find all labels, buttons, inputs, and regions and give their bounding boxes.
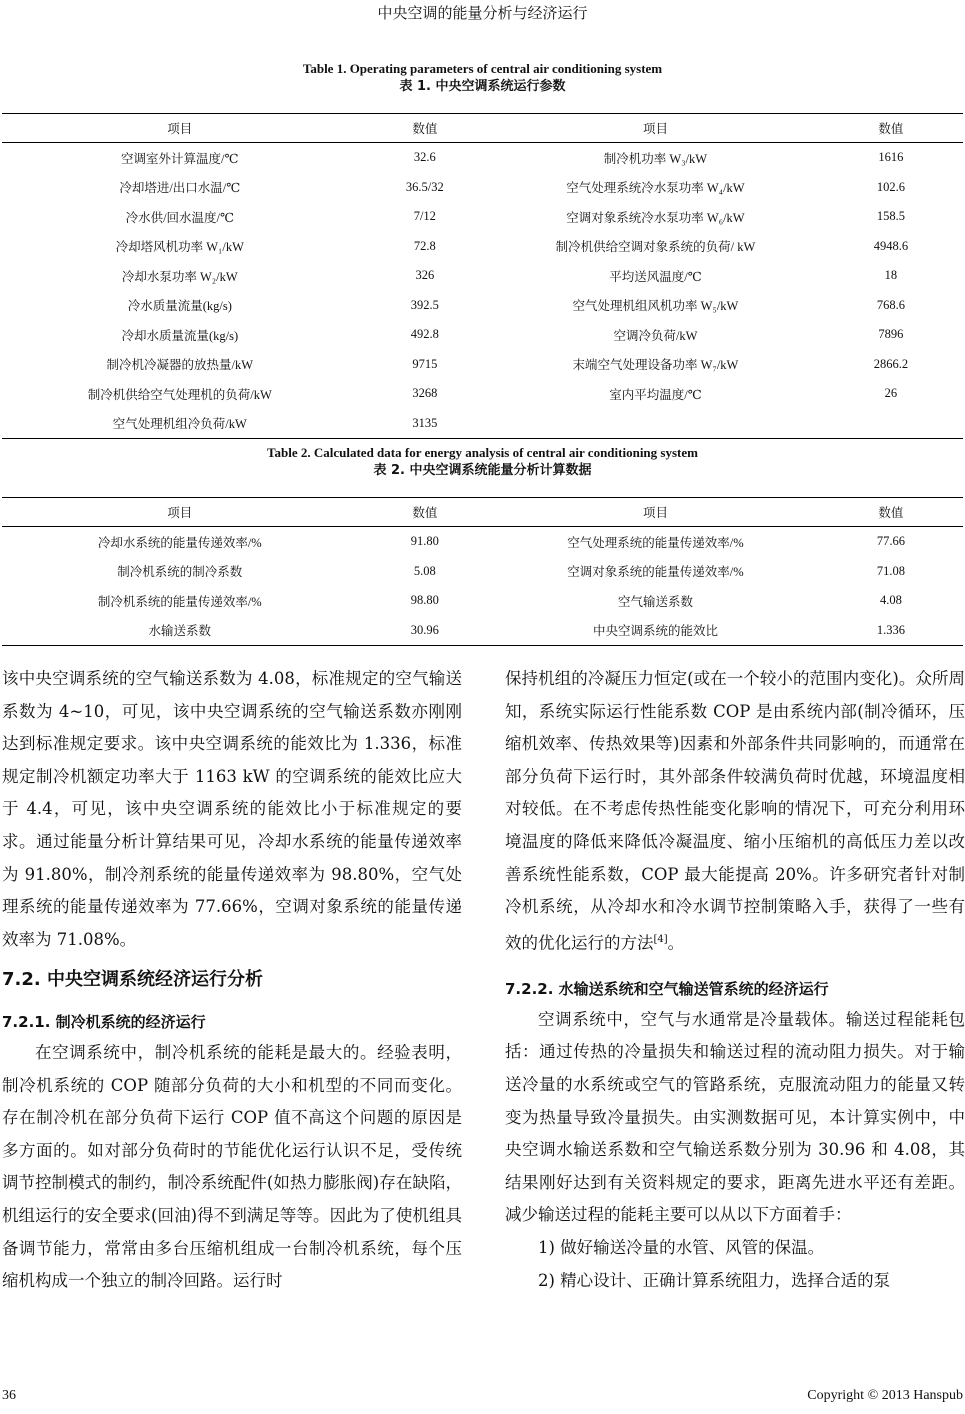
subsection-heading: 7.2.1. 制冷机系统的经济运行 — [2, 1012, 206, 1031]
table-row — [2, 173, 963, 203]
table-row — [2, 232, 963, 262]
table-cell: 158.5 — [876, 209, 905, 224]
column-header: 项目 — [492, 114, 819, 143]
table-cell: 9715 — [412, 356, 438, 371]
table-cell: 空气处理系统冷水泵功率 W₄/kW — [566, 181, 745, 196]
table-cell: 2866.2 — [873, 356, 909, 371]
table-cell: 冷却塔进/出口水温/℃ — [119, 181, 241, 196]
left-column — [2, 663, 462, 1298]
table1-caption — [0, 60, 965, 96]
table2-caption — [0, 444, 965, 480]
table-row — [2, 409, 963, 439]
table-cell: 26 — [884, 386, 898, 401]
table-cell: 制冷机系统的能量传递效率/% — [97, 594, 262, 609]
table-cell: 71.08 — [876, 563, 905, 578]
table-header-row — [2, 114, 963, 143]
table-cell: 冷却水系统的能量传递效率/% — [97, 535, 262, 550]
table-cell: 3135 — [358, 409, 493, 439]
table-cell: 77.66 — [876, 534, 905, 549]
table-cell: 制冷机功率 W₃/kW — [603, 151, 708, 166]
table-cell: 392.5 — [410, 297, 439, 312]
table-cell: 空气处理机组风机功率 W₅/kW — [572, 299, 739, 314]
column-header: 项目 — [2, 498, 358, 527]
table-cell: 冷水质量流量(kg/s) — [127, 299, 232, 314]
paragraph-text: 。 — [667, 933, 685, 953]
table2-caption-en: Table 2. Calculated data for energy analysis of central air conditioning system — [267, 445, 698, 460]
column-header: 项目 — [2, 114, 358, 143]
subsection-heading: 7.2.2. 水输送系统和空气输送管系统的经济运行 — [505, 979, 829, 998]
section-heading: 7.2. 中央空调系统经济运行分析 — [2, 969, 263, 991]
table-row — [2, 557, 963, 587]
table-cell: 1.336 — [819, 616, 963, 646]
table-cell: 98.80 — [410, 593, 439, 608]
paragraph: 空调系统中，空气与水通常是冷量载体。输送过程能耗包括：通过传热的冷量损失和输送过程的流动阻力损失。对于输送冷量的水系统或空气的管路系统，克服流动阻力的能量又转变为热量导致冷量损失。由实测数据可见，本计算实例中，中央空调水输送系数和空气输送系数分别为 30.96 和 4.08，其结果刚好达到有关资料规定的要求，距离先进水平还有差距。减少输送过程的能耗主要可以从以下方面着手： — [505, 1009, 965, 1225]
column-header: 数值 — [819, 498, 963, 527]
table-cell: 32.6 — [413, 150, 436, 165]
table-cell: 室内平均温度/℃ — [609, 387, 702, 402]
paragraph: 该中央空调系统的空气输送系数为 4.08，标准规定的空气输送系数为 4~10，可见，该中央空调系统的空气输送系数亦刚刚达到标准规定要求。该中央空调系统的能效比为 1.336，标准规定制冷机额定功率大于 1163 kW 的空调系统的能效比应大于 4.4，可见，该中央空调系统的能效比小于标准规定的要求。通过能量分析计算结果可见，冷却水系统的能量传递效率为 91.80%，制冷剂系统的能量传递效率为 98.80%，空气处理系统的能量传递效率为 77.66%，空调对象系统的能量传递效率为 71.08%。 — [2, 669, 462, 949]
table-cell — [819, 409, 963, 439]
table-cell: 制冷机系统的制冷系数 — [117, 565, 243, 580]
table-cell: 空气输送系数 — [617, 594, 693, 609]
table-cell: 冷却水质量流量(kg/s) — [121, 328, 239, 343]
table-cell: 18 — [884, 268, 898, 283]
column-header: 数值 — [358, 498, 493, 527]
table-row — [2, 320, 963, 350]
table1-caption-zh: 表 1. 中央空调系统运行参数 — [399, 79, 566, 94]
table-cell: 7/12 — [413, 209, 436, 224]
table-cell: 4948.6 — [873, 238, 909, 253]
table-row — [2, 350, 963, 380]
paragraph: 在空调系统中，制冷机系统的能耗是最大的。经验表明，制冷机系统的 COP 随部分负荷的大小和机型的不同而变化。存在制冷机在部分负荷下运行 COP 值不高这个问题的原因是多方面的。如对部分负荷时的节能优化运行认识不足，受传统调节控制模式的制约，制冷系统配件(如热力膨胀阀)存在缺陷，机组运行的安全要求(回油)得不到满足等等。因此为了使机组具备调节能力，常常由多台压缩机组成一台制冷机系统，每个压缩机构成一个独立的制冷回路。运行时 — [2, 1042, 462, 1291]
copyright: Copyright © 2013 Hanspub — [807, 1388, 963, 1403]
table-cell: 102.6 — [876, 179, 905, 194]
column-header: 项目 — [492, 498, 819, 527]
table-cell: 平均送风温度/℃ — [609, 269, 702, 284]
table-cell: 水输送系数 — [2, 616, 358, 646]
table-cell: 冷却水泵功率 W₂/kW — [121, 269, 238, 284]
table-cell: 1616 — [878, 150, 904, 165]
table-cell: 制冷机供给空调对象系统的负荷/ kW — [555, 240, 756, 255]
paragraph-text: 保持机组的冷凝压力恒定(或在一个较小的范围内变化)。众所周知，系统实际运行性能系数 COP 是由系统内部(制冷循环，压缩机效率、传热效果等)因素和外部条件共同影响的，而通常在部分负荷下运行时，其外部条件较满负荷时优越，环境温度相对较低。在不考虑传热性能变化影响的情况下，可充分利用环境温度的降低来降低冷凝温度、缩小压缩机的高低压力差以改善系统性能系数，COP 最大能提高 20%。许多研究者针对制冷机系统，从冷却水和冷水调节控制策略入手，获得了一些有效的优化运行的方法 — [505, 669, 965, 953]
paragraph — [505, 663, 965, 960]
table-row — [2, 379, 963, 409]
citation-link[interactable]: [4] — [653, 933, 668, 945]
table-cell: 制冷机冷凝器的放热量/kW — [106, 358, 254, 373]
column-header: 数值 — [358, 114, 493, 143]
table-row — [2, 291, 963, 321]
table-cell: 5.08 — [413, 563, 436, 578]
table-row — [2, 202, 963, 232]
running-header: 中央空调的能量分析与经济运行 — [377, 4, 588, 22]
list-item: 2) 精心设计、正确计算系统阻力，选择合适的泵 — [538, 1270, 891, 1290]
table-cell: 91.80 — [410, 534, 439, 549]
table2-caption-zh: 表 2. 中央空调系统能量分析计算数据 — [373, 463, 592, 478]
column-header: 数值 — [819, 114, 963, 143]
table-cell: 中央空调系统的能效比 — [492, 616, 819, 646]
table-cell: 空气处理机组冷负荷/kW — [2, 409, 358, 439]
table-cell: 空调室外计算温度/℃ — [121, 151, 239, 166]
table1 — [2, 113, 963, 439]
table-cell: 3268 — [412, 386, 438, 401]
table-cell: 制冷机供给空气处理机的负荷/kW — [87, 387, 272, 402]
table-row — [2, 586, 963, 616]
table-cell: 768.6 — [876, 297, 905, 312]
right-column — [505, 663, 965, 1297]
table-cell: 492.8 — [410, 327, 439, 342]
table-cell: 36.5/32 — [405, 179, 444, 194]
table-row — [2, 527, 963, 557]
table1-caption-en: Table 1. Operating parameters of central air conditioning system — [302, 61, 663, 76]
list-item: 1) 做好输送冷量的水管、风管的保温。 — [538, 1238, 825, 1257]
table-cell: 冷水供/回水温度/℃ — [125, 210, 234, 225]
table-cell: 30.96 — [358, 616, 493, 646]
table-cell: 空调对象系统的能量传递效率/% — [567, 565, 744, 580]
table-cell: 4.08 — [879, 593, 902, 608]
table-cell: 326 — [415, 268, 435, 283]
table-cell: 空调冷负荷/kW — [613, 328, 698, 343]
table-cell: 7896 — [878, 327, 904, 342]
table-cell — [492, 409, 819, 439]
table2 — [2, 497, 963, 646]
table-cell: 末端空气处理设备功率 W₇/kW — [572, 358, 739, 373]
table-cell: 空气处理系统的能量传递效率/% — [567, 535, 744, 550]
table-row — [2, 616, 963, 646]
table-row — [2, 261, 963, 291]
page-number: 36 — [2, 1388, 16, 1403]
table-cell: 72.8 — [413, 238, 436, 253]
table-header-row — [2, 498, 963, 527]
table-cell: 冷却塔风机功率 W₁/kW — [115, 240, 244, 255]
table-row — [2, 143, 963, 173]
table-cell: 空调对象系统冷水泵功率 W₆/kW — [566, 210, 745, 225]
